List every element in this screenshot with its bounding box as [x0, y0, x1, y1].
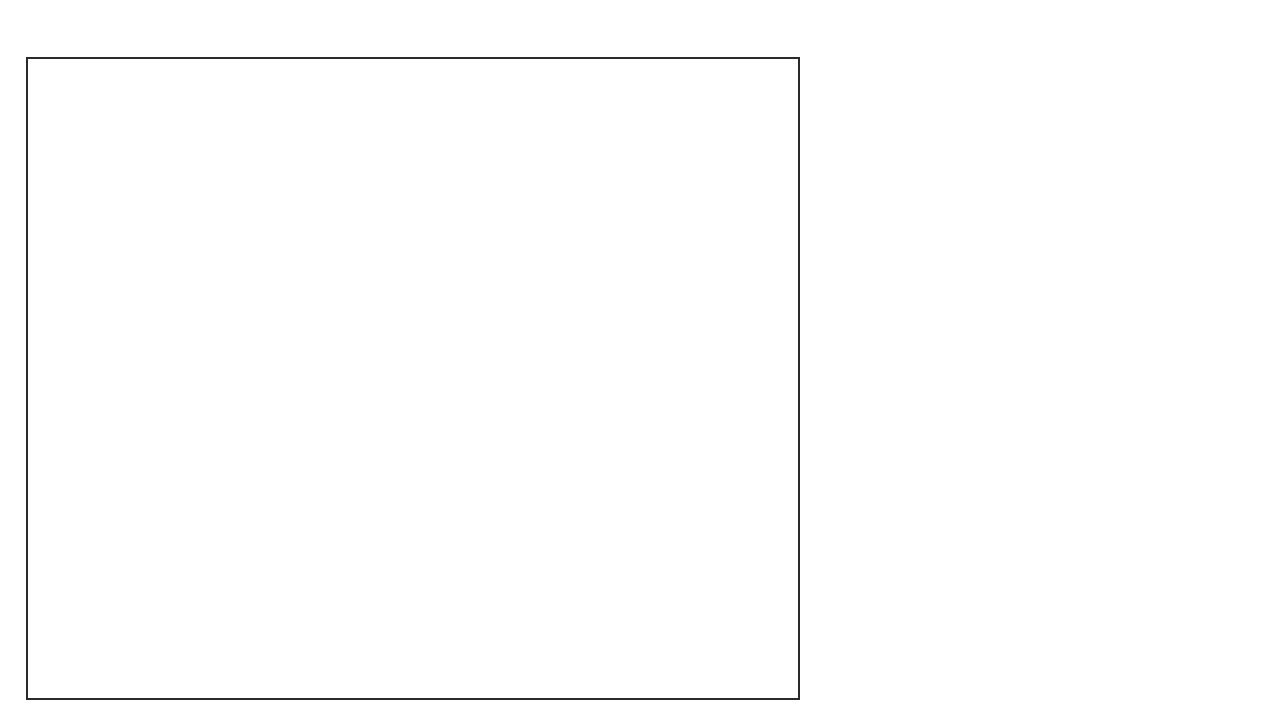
info-panel: [864, 56, 1264, 68]
measurements-table: [26, 57, 800, 700]
